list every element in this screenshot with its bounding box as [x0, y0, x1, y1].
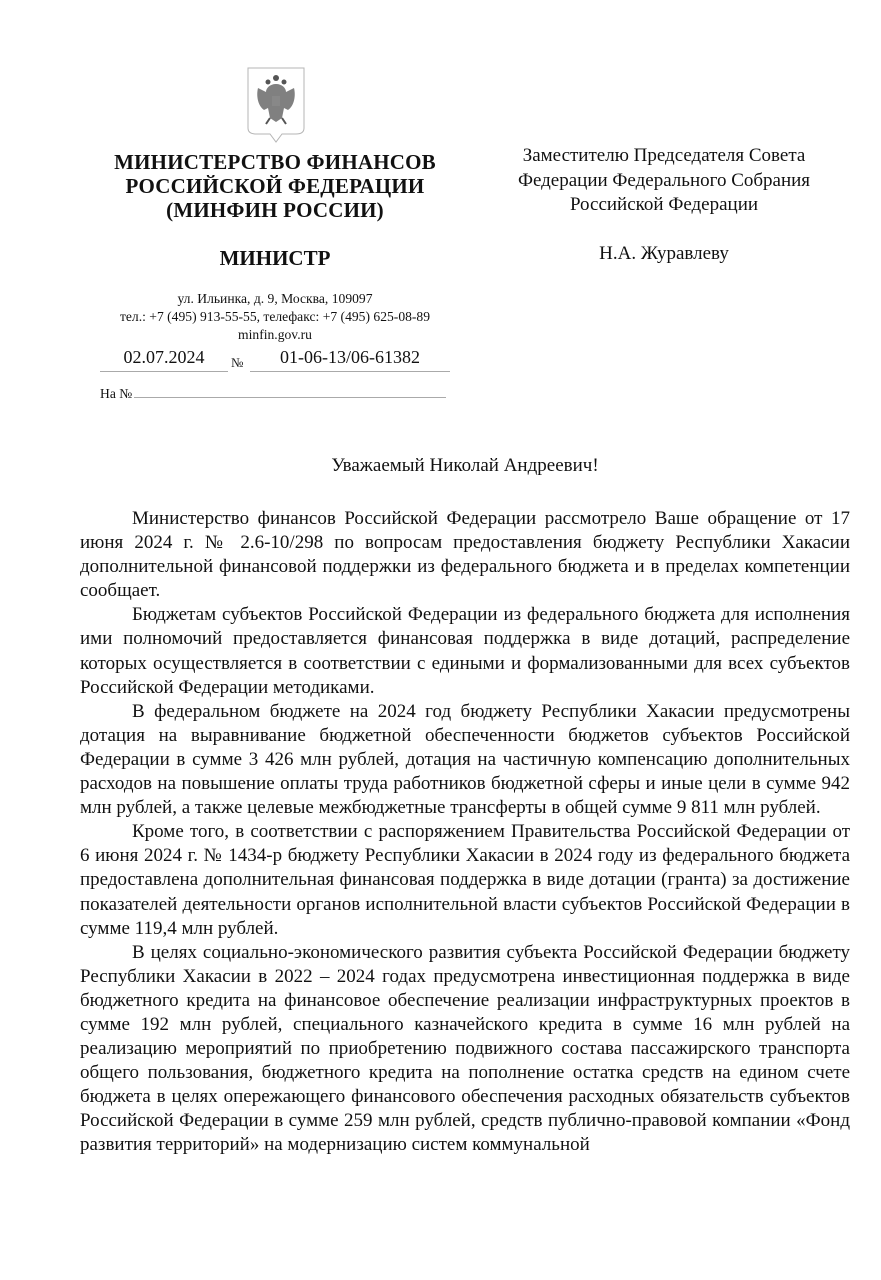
paragraph: В федеральном бюджете на 2024 год бюджету Республики Хакасии предусмотрены дотация на выравнивание бюджетной обеспеченности бюджетов субъектов Российской Федерации в сумме 3 426 млн рублей, дотация на частичную компенсацию дополнительных расходов на повышение оплаты труда работников бюджетной сферы и иные цели в сумме 942 млн рублей, а также целевые межбюджетные трансферты в общей сумме 9 811 млн рублей.: [80, 700, 850, 819]
salutation: Уважаемый Николай Андреевич!: [331, 455, 599, 476]
paragraph: Кроме того, в соответствии с распоряжением Правительства Российской Федерации от 6 июня 2024 г. № 1434-р бюджету Республики Хакасии в 2024 году из федерального бюджета предоставлена дополнительная финансовая поддержка в виде дотации (гранта) за достижение показателей деятельности органов исполнительной власти субъектов Российской Федерации в сумме 119,4 млн рублей.: [80, 821, 850, 939]
address: ул. Ильинка, д. 9, Москва, 109097: [177, 291, 373, 306]
org-name-line1: МИНИСТЕРСТВО ФИНАНСОВ: [114, 150, 436, 174]
addressee-line3: Российской Федерации: [569, 194, 759, 215]
letterhead: [100, 150, 450, 344]
paragraph: Бюджетам субъектов Российской Федерации из федерального бюджета для исполнения ими полномочий предоставляется финансовая поддержка в виде дотаций, распределение которых осуществляется в соответствии с едиными и формализованными для всех субъектов Российской Федерации методиками.: [80, 604, 850, 698]
reply-to-label: На №: [100, 386, 133, 401]
letter-date: 02.07.2024: [100, 347, 228, 372]
website: minfin.gov.ru: [238, 327, 312, 342]
number-sign: №: [231, 355, 244, 370]
reply-to-line: [100, 386, 450, 402]
position-title: МИНИСТР: [219, 246, 331, 270]
paragraph: В целях социально-экономического развития субъекта Российской Федерации бюджету Республики Хакасии в 2022 – 2024 годах предусмотрена инвестиционная поддержка в виде бюджетного кредита на финансовое обеспечение реализации инфраструктурных проектов в сумме 192 млн рублей, специального казначейского кредита в сумме 16 млн рублей на реализацию мероприятий по приобретению подвижного состава пассажирского транспорта общего пользования, бюджетного кредита на пополнение остатка средств на едином счете бюджета в целях опережающего финансового обеспечения расходных обязательств субъектов Российской Федерации в сумме 259 млн рублей, средств публично-правовой компании «Фонд развития территорий» на модернизацию систем коммунальной: [80, 941, 850, 1156]
addressee-line2: Федерации Федерального Собрания: [517, 169, 811, 191]
addressee-block: [478, 144, 850, 266]
phones: тел.: +7 (495) 913-55-55, телефакс: +7 (495) 625-08-89: [119, 309, 431, 324]
registration-line: [100, 345, 450, 373]
addressee-line1: Заместителю Председателя Совета: [522, 145, 806, 166]
contacts: [100, 290, 450, 344]
registration-number: 01-06-13/06-61382: [250, 347, 450, 372]
org-name-line3: (МИНФИН РОССИИ): [166, 198, 384, 222]
org-name-line2: РОССИЙСКОЙ ФЕДЕРАЦИИ: [125, 174, 425, 198]
paragraph: Министерство финансов Российской Федерации рассмотрело Ваше обращение от 17 июня 2024 г. № 2.6-10/298 по вопросам предоставления бюджету Республики Хакасии дополнительной финансовой поддержки из федерального бюджета и в пределах компетенции сообщает.: [80, 508, 850, 602]
reply-to-value: [134, 387, 446, 398]
coat-of-arms-icon: [246, 66, 306, 144]
addressee-name: Н.А. Журавлеву: [599, 242, 729, 264]
letter-body: [80, 507, 850, 1158]
